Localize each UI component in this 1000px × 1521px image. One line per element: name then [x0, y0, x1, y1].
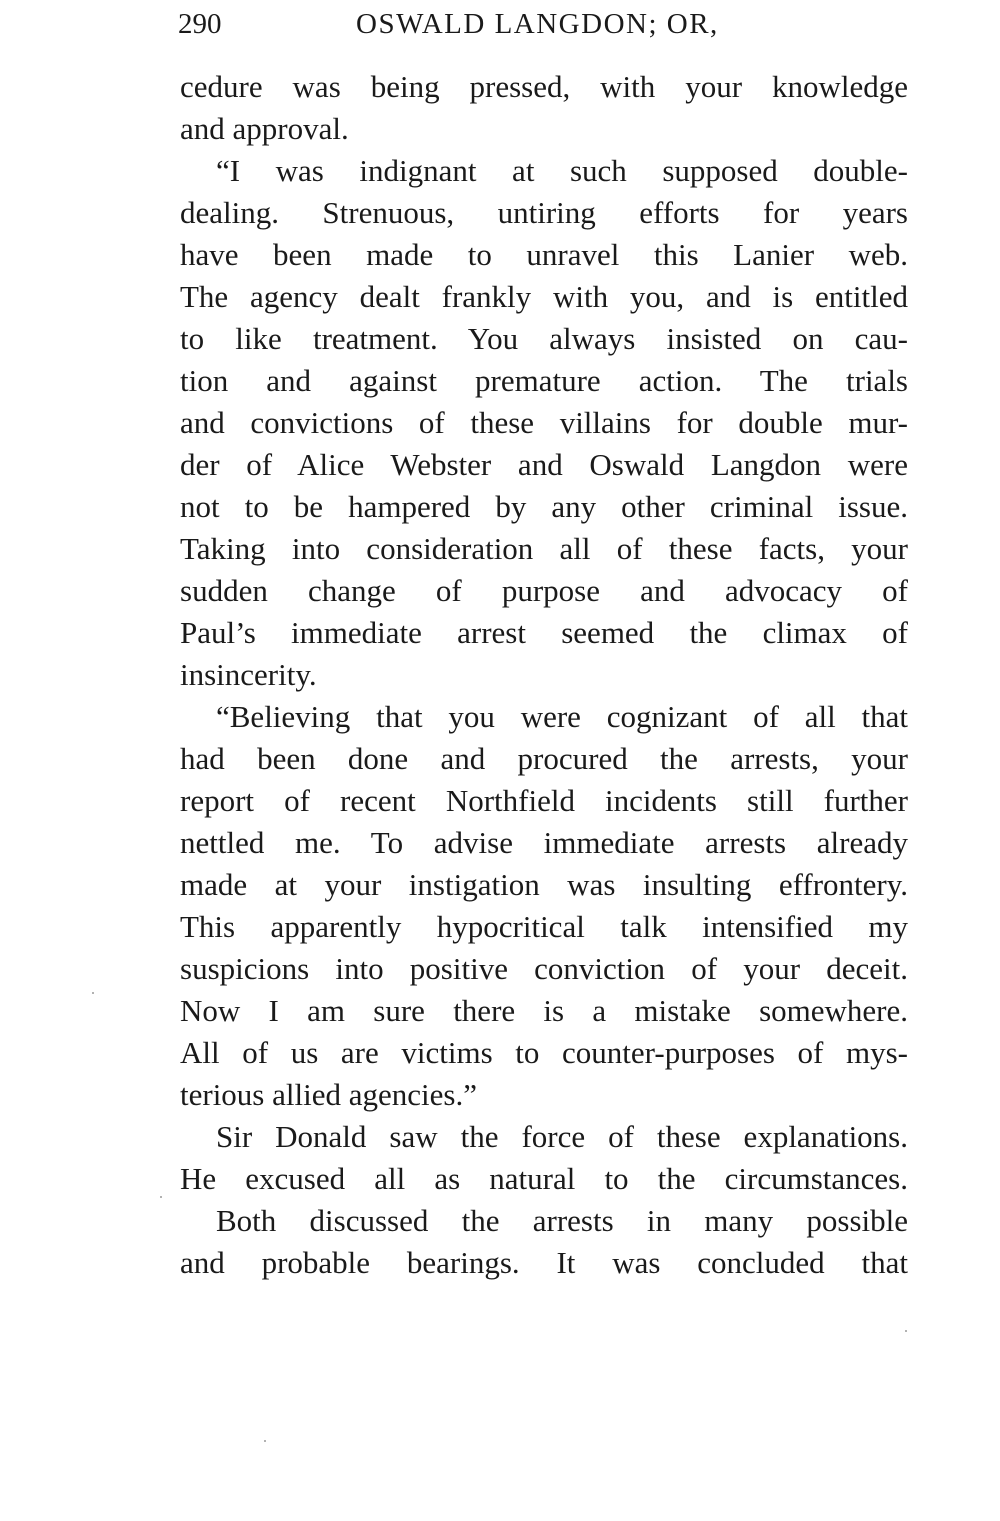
text-line: suspicions into positive conviction of your deceit. — [180, 951, 908, 986]
text-line: had been done and procured the arrests, your — [180, 741, 908, 776]
scan-speck — [264, 1440, 266, 1442]
text-line: Taking into consideration all of these facts, your — [180, 531, 908, 566]
text-line: Paul’s immediate arrest seemed the climax of — [180, 615, 908, 650]
scan-speck — [905, 1330, 907, 1332]
text-line: and probable bearings. It was concluded that — [180, 1245, 908, 1280]
running-title: OSWALD LANGDON; OR, — [356, 8, 719, 40]
text-line: Sir Donald saw the force of these explanations. — [216, 1119, 908, 1154]
scan-speck — [92, 992, 94, 994]
text-line: nettled me. To advise immediate arrests already — [180, 825, 908, 860]
text-line: dealing. Strenuous, untiring efforts for years — [180, 195, 908, 230]
text-line: der of Alice Webster and Oswald Langdon were — [180, 447, 908, 482]
text-line: report of recent Northfield incidents still further — [180, 783, 908, 818]
text-line: tion and against premature action. The trials — [180, 363, 908, 398]
text-line: made at your instigation was insulting effrontery. — [180, 867, 908, 902]
text-line: “Believing that you were cognizant of all that — [216, 699, 908, 734]
body-text — [180, 66, 908, 1284]
running-head — [178, 8, 738, 48]
text-line: insincerity. — [180, 657, 317, 692]
text-line: Now I am sure there is a mistake somewhere. — [180, 993, 908, 1028]
text-line: The agency dealt frankly with you, and is entitled — [180, 279, 908, 314]
text-line: and convictions of these villains for double mur- — [180, 405, 908, 440]
text-line: Both discussed the arrests in many possible — [216, 1203, 908, 1238]
text-line: cedure was being pressed, with your knowledge — [180, 69, 908, 104]
text-line: sudden change of purpose and advocacy of — [180, 573, 908, 608]
text-line: terious allied agencies.” — [180, 1077, 477, 1112]
scan-speck — [160, 1196, 162, 1198]
text-line: “I was indignant at such supposed double- — [216, 153, 908, 188]
text-line: He excused all as natural to the circumstances. — [180, 1161, 908, 1196]
text-line: not to be hampered by any other criminal issue. — [180, 489, 908, 524]
text-line: and approval. — [180, 111, 349, 146]
text-line: have been made to unravel this Lanier web. — [180, 237, 908, 272]
text-line: This apparently hypocritical talk intensified my — [180, 909, 908, 944]
text-line: All of us are victims to counter-purposes of mys- — [180, 1035, 908, 1070]
text-line: to like treatment. You always insisted on cau- — [180, 321, 908, 356]
page-number: 290 — [178, 8, 222, 40]
